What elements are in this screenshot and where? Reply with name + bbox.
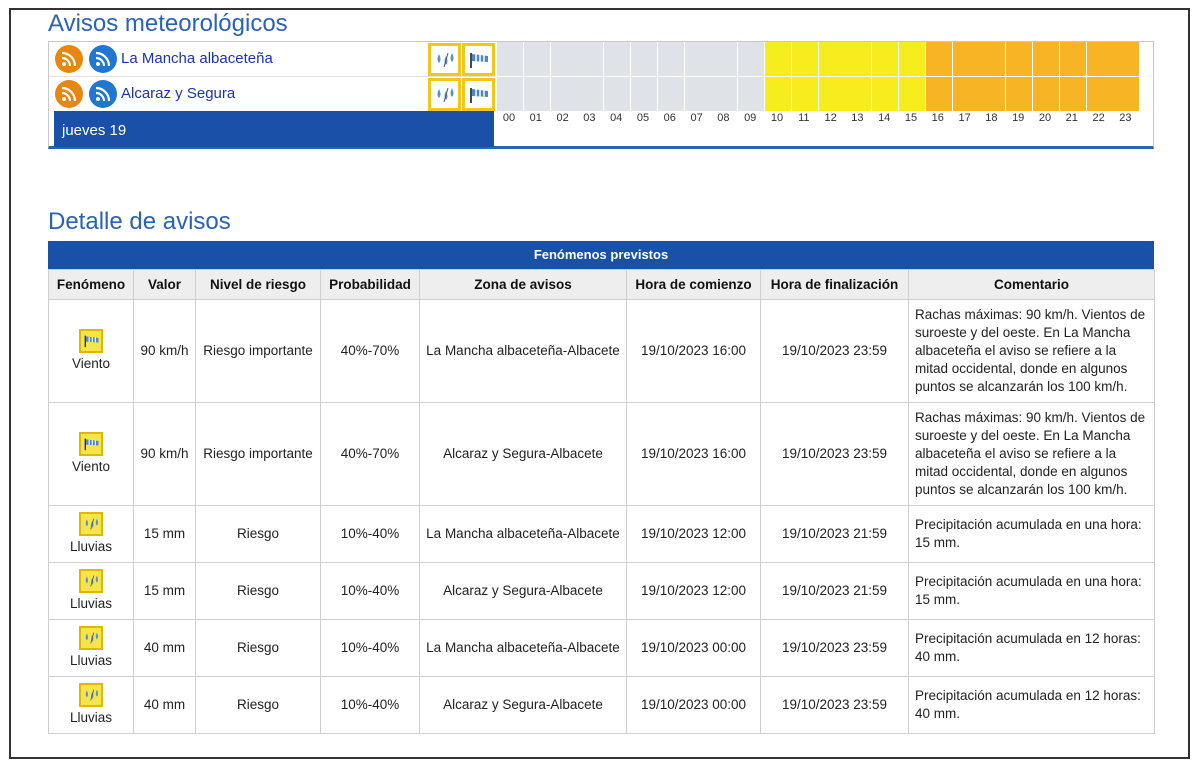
hour-cell <box>738 42 764 76</box>
wind-icon <box>79 432 103 456</box>
column-header: Hora de finalización <box>761 270 909 300</box>
page-frame <box>9 8 1190 759</box>
rain-icon <box>79 683 103 707</box>
rain-icon <box>79 626 103 650</box>
hour-cell <box>1113 42 1139 76</box>
details-title: Detalle de avisos <box>48 208 231 235</box>
hour-cell <box>953 42 979 76</box>
hour-cell <box>658 77 684 111</box>
hour-label: 15 <box>904 112 918 124</box>
hour-cell <box>979 42 1005 76</box>
wind-icon <box>79 329 103 353</box>
hour-cell <box>1060 42 1086 76</box>
hour-cell <box>1033 42 1059 76</box>
hour-cell <box>685 42 711 76</box>
hour-label: 03 <box>583 112 596 124</box>
risk-cell: Riesgo <box>196 620 321 677</box>
hour-label: 06 <box>663 112 676 124</box>
hour-label: 21 <box>1065 112 1078 124</box>
hour-label: 01 <box>529 112 542 124</box>
probability-cell: 40%-70% <box>321 300 420 403</box>
hour-cell <box>765 42 791 76</box>
value-cell: 90 km/h <box>134 403 196 506</box>
risk-cell: Riesgo <box>196 506 321 563</box>
hour-cell <box>711 42 737 76</box>
hour-label: 12 <box>824 112 837 124</box>
hour-cell <box>1087 77 1113 111</box>
comment-cell: Precipitación acumulada en una hora: 15 mm. <box>909 563 1155 620</box>
phenomenon-label: Lluvias <box>69 596 113 611</box>
phenomenon-cell <box>49 300 134 403</box>
hour-label: 16 <box>931 112 944 124</box>
table-row <box>49 506 1155 563</box>
hour-cell <box>604 42 630 76</box>
risk-cell: Riesgo <box>196 563 321 620</box>
column-header: Comentario <box>909 270 1155 300</box>
zone-cell: Alcaraz y Segura-Albacete <box>420 677 627 734</box>
hour-label: 02 <box>556 112 569 124</box>
start-time-cell: 19/10/2023 00:00 <box>627 620 761 677</box>
hour-label: 17 <box>958 112 971 124</box>
hour-cell <box>926 77 952 111</box>
hour-label: 23 <box>1119 112 1132 124</box>
phenomenon-cell <box>49 620 134 677</box>
value-cell: 90 km/h <box>134 300 196 403</box>
table-row <box>49 403 1155 506</box>
start-time-cell: 19/10/2023 00:00 <box>627 677 761 734</box>
hour-cell <box>1006 77 1032 111</box>
table-row <box>49 563 1155 620</box>
hour-label: 07 <box>690 112 703 124</box>
hour-cell <box>899 77 925 111</box>
hour-label: 10 <box>770 112 784 124</box>
end-time-cell: 19/10/2023 21:59 <box>761 506 909 563</box>
hour-cell <box>685 77 711 111</box>
hour-cell <box>979 77 1005 111</box>
phenomenon-label: Lluvias <box>69 539 113 554</box>
hour-cell <box>524 77 550 111</box>
hour-cell <box>577 42 603 76</box>
column-header: Hora de comienzo <box>627 270 761 300</box>
zone-cell: La Mancha albaceteña-Albacete <box>420 620 627 677</box>
rss-orange-icon[interactable] <box>55 45 83 73</box>
zone-cell: Alcaraz y Segura-Albacete <box>420 563 627 620</box>
rss-blue-icon[interactable] <box>89 80 117 108</box>
phenomenon-label: Viento <box>71 356 111 371</box>
hour-label: 18 <box>985 112 998 124</box>
zone-cell: La Mancha albaceteña-Albacete <box>420 300 627 403</box>
phenomenon-label: Lluvias <box>69 710 113 725</box>
hour-cell <box>497 42 523 76</box>
probability-cell: 10%-40% <box>321 677 420 734</box>
hour-label: 08 <box>717 112 730 124</box>
hour-cell <box>953 77 979 111</box>
hour-cell <box>497 77 523 111</box>
hour-label: 22 <box>1092 112 1105 124</box>
hour-label: 00 <box>502 112 516 124</box>
hour-label: 13 <box>851 112 864 124</box>
hour-cell <box>819 77 845 111</box>
hour-cell <box>577 77 603 111</box>
phenomenon-cell <box>49 403 134 506</box>
wind-icon[interactable] <box>462 78 495 111</box>
probability-cell: 10%-40% <box>321 506 420 563</box>
comment-cell: Rachas máximas: 90 km/h. Vientos de suroeste y del oeste. En La Mancha albaceteña el aviso se refiere a la mitad occidental, donde en algunos puntos se alcanzarán los 100 km/h. <box>909 300 1155 403</box>
hour-label: 11 <box>798 112 810 124</box>
hour-cell <box>819 42 845 76</box>
hour-cell <box>872 42 898 76</box>
value-cell: 15 mm <box>134 563 196 620</box>
start-time-cell: 19/10/2023 16:00 <box>627 403 761 506</box>
end-time-cell: 19/10/2023 23:59 <box>761 403 909 506</box>
column-header: Fenómeno <box>49 270 134 300</box>
hour-cell <box>1006 42 1032 76</box>
day-label: jueves 19 <box>54 111 494 147</box>
end-time-cell: 19/10/2023 23:59 <box>761 300 909 403</box>
zone-link-alcaraz[interactable]: Alcaraz y Segura <box>121 85 236 102</box>
hour-cell <box>1087 42 1113 76</box>
hour-label: 04 <box>610 112 623 124</box>
hour-cell <box>792 77 818 111</box>
zone-row <box>49 77 495 112</box>
hour-cell <box>765 77 791 111</box>
table-row <box>49 300 1155 403</box>
rss-blue-icon[interactable] <box>89 45 117 73</box>
phenomenon-cell <box>49 563 134 620</box>
hour-cell <box>1033 77 1059 111</box>
table-header-row <box>49 270 1155 300</box>
zone-row <box>49 42 495 77</box>
details-table <box>48 269 1155 734</box>
risk-cell: Riesgo <box>196 677 321 734</box>
phenomenon-label: Lluvias <box>69 653 113 668</box>
hour-cell <box>872 77 898 111</box>
comment-cell: Precipitación acumulada en 12 horas: 40 mm. <box>909 620 1155 677</box>
table-body <box>49 300 1155 734</box>
phenomenon-label: Viento <box>71 459 111 474</box>
value-cell: 15 mm <box>134 506 196 563</box>
hour-label: 09 <box>744 112 757 124</box>
column-header: Probabilidad <box>321 270 420 300</box>
details-table-wrapper <box>48 241 1154 734</box>
zone-link-la-mancha[interactable]: La Mancha albaceteña <box>121 50 273 67</box>
rain-icon <box>79 569 103 593</box>
warnings-title: Avisos meteorológicos <box>48 10 288 37</box>
phenomenon-cell <box>49 677 134 734</box>
column-header: Valor <box>134 270 196 300</box>
hour-cell <box>899 42 925 76</box>
start-time-cell: 19/10/2023 16:00 <box>627 300 761 403</box>
probability-cell: 40%-70% <box>321 403 420 506</box>
hour-cell <box>551 77 577 111</box>
hour-cell <box>845 42 871 76</box>
value-cell: 40 mm <box>134 677 196 734</box>
probability-cell: 10%-40% <box>321 620 420 677</box>
rain-icon[interactable] <box>428 78 461 111</box>
hour-label: 14 <box>878 112 891 124</box>
hour-cell <box>926 42 952 76</box>
hour-cell <box>551 42 577 76</box>
hour-cell <box>604 77 630 111</box>
hour-label: 19 <box>1012 112 1025 124</box>
hour-cell <box>792 42 818 76</box>
phenomenon-cell <box>49 506 134 563</box>
hour-cell <box>738 77 764 111</box>
hour-cell <box>845 77 871 111</box>
warnings-panel <box>48 41 1154 149</box>
hour-cell <box>1060 77 1086 111</box>
end-time-cell: 19/10/2023 23:59 <box>761 677 909 734</box>
rss-orange-icon[interactable] <box>55 80 83 108</box>
risk-cell: Riesgo importante <box>196 300 321 403</box>
risk-cell: Riesgo importante <box>196 403 321 506</box>
column-header: Zona de avisos <box>420 270 627 300</box>
hour-cell <box>658 42 684 76</box>
hour-label: 20 <box>1038 112 1052 124</box>
zone-cell: Alcaraz y Segura-Albacete <box>420 403 627 506</box>
hour-cell <box>711 77 737 111</box>
table-row <box>49 677 1155 734</box>
comment-cell: Rachas máximas: 90 km/h. Vientos de suroeste y del oeste. En La Mancha albaceteña el aviso se refiere a la mitad occidental, donde en algunos puntos se alcanzarán los 100 km/h. <box>909 403 1155 506</box>
probability-cell: 10%-40% <box>321 563 420 620</box>
column-header: Nivel de riesgo <box>196 270 321 300</box>
comment-cell: Precipitación acumulada en una hora: 15 mm. <box>909 506 1155 563</box>
end-time-cell: 19/10/2023 23:59 <box>761 620 909 677</box>
hour-label: 05 <box>636 112 650 124</box>
table-caption: Fenómenos previstos <box>48 241 1154 269</box>
start-time-cell: 19/10/2023 12:00 <box>627 563 761 620</box>
zone-cell: La Mancha albaceteña-Albacete <box>420 506 627 563</box>
rain-icon <box>79 512 103 536</box>
start-time-cell: 19/10/2023 12:00 <box>627 506 761 563</box>
hour-cell <box>1113 77 1139 111</box>
hour-cell <box>631 42 657 76</box>
wind-icon[interactable] <box>462 43 495 76</box>
table-row <box>49 620 1155 677</box>
hour-cell <box>524 42 550 76</box>
rain-icon[interactable] <box>428 43 461 76</box>
end-time-cell: 19/10/2023 21:59 <box>761 563 909 620</box>
value-cell: 40 mm <box>134 620 196 677</box>
hour-cell <box>631 77 657 111</box>
comment-cell: Precipitación acumulada en 12 horas: 40 mm. <box>909 677 1155 734</box>
